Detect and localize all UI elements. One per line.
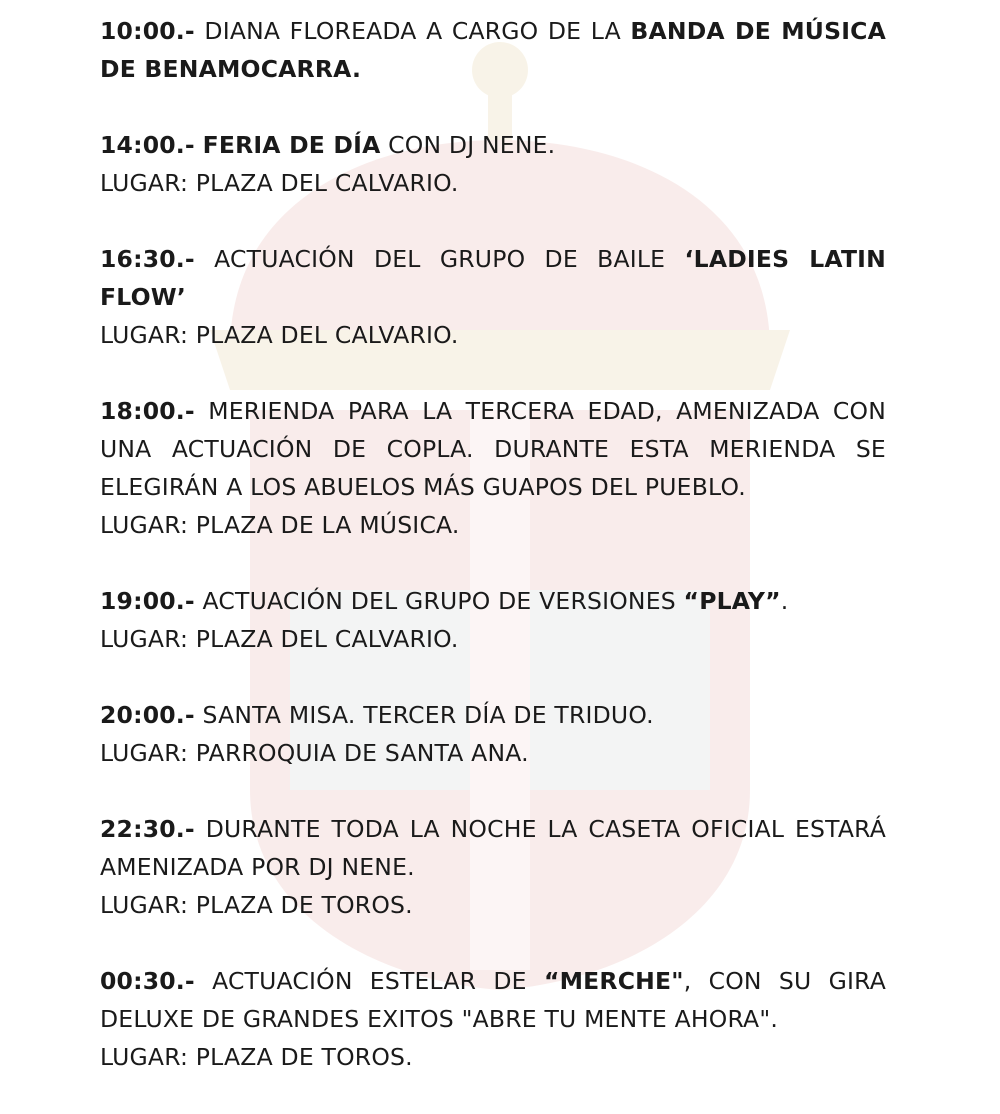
- event-location: LUGAR: PLAZA DEL CALVARIO.: [100, 321, 459, 349]
- event-text: .: [780, 587, 789, 615]
- event-text: CON DJ NENE.: [380, 131, 556, 159]
- event-text: , CON SU GIRA DELUXE DE GRANDES EXITOS "ABRE TU MENTE AHORA".: [100, 967, 886, 1033]
- event-description: [100, 12, 886, 88]
- event-highlight: ‘LADIES LATIN FLOW’: [100, 245, 886, 311]
- event-location: LUGAR: PLAZA DEL CALVARIO.: [100, 625, 459, 653]
- event-location: LUGAR: PLAZA DE LA MÚSICA.: [100, 511, 460, 539]
- event-entry: [100, 126, 886, 202]
- event-text: MERIENDA PARA LA TERCERA EDAD, AMENIZADA CON UNA ACTUACIÓN DE COPLA. DURANTE ESTA MERIENDA SE ELEGIRÁN A LOS ABUELOS MÁS GUAPOS DEL PUEBLO.: [100, 397, 886, 501]
- event-text: DURANTE TODA LA NOCHE LA CASETA OFICIAL ESTARÁ AMENIZADA POR DJ NENE.: [100, 815, 886, 881]
- event-program: [100, 12, 886, 1114]
- event-time: 22:30.-: [100, 815, 195, 843]
- event-highlight: BANDA DE MÚSICA DE BENAMOCARRA.: [100, 17, 886, 83]
- event-location: LUGAR: PLAZA DE TOROS.: [100, 1043, 413, 1071]
- event-highlight: “MERCHE": [543, 967, 684, 995]
- event-description: [100, 582, 886, 620]
- event-entry: [100, 582, 886, 658]
- event-location: LUGAR: PARROQUIA DE SANTA ANA.: [100, 739, 529, 767]
- event-time: 10:00.-: [100, 17, 195, 45]
- event-highlight: FERIA DE DÍA: [202, 131, 381, 159]
- event-entry: [100, 810, 886, 924]
- event-entry: [100, 962, 886, 1076]
- event-time: 14:00.-: [100, 131, 195, 159]
- event-time: 16:30.-: [100, 245, 195, 273]
- event-description: [100, 810, 886, 886]
- event-highlight: “PLAY”: [683, 587, 781, 615]
- event-entry: [100, 392, 886, 544]
- event-text: SANTA MISA. TERCER DÍA DE TRIDUO.: [194, 701, 654, 729]
- event-time: 00:30.-: [100, 967, 195, 995]
- event-text: [195, 131, 203, 159]
- event-text: ACTUACIÓN DEL GRUPO DE BAILE: [194, 245, 685, 273]
- event-entry: [100, 696, 886, 772]
- event-text: DIANA FLOREADA A CARGO DE LA: [194, 17, 631, 45]
- event-description: [100, 392, 886, 506]
- event-description: [100, 126, 886, 164]
- event-time: 20:00.-: [100, 701, 195, 729]
- event-description: [100, 696, 886, 734]
- event-time: 19:00.-: [100, 587, 195, 615]
- event-location: LUGAR: PLAZA DEL CALVARIO.: [100, 169, 459, 197]
- event-entry: [100, 12, 886, 88]
- event-description: [100, 962, 886, 1038]
- event-time: 18:00.-: [100, 397, 195, 425]
- event-text: ACTUACIÓN DEL GRUPO DE VERSIONES: [194, 587, 684, 615]
- event-entry: [100, 240, 886, 354]
- event-description: [100, 240, 886, 316]
- event-location: LUGAR: PLAZA DE TOROS.: [100, 891, 413, 919]
- event-text: ACTUACIÓN ESTELAR DE: [194, 967, 544, 995]
